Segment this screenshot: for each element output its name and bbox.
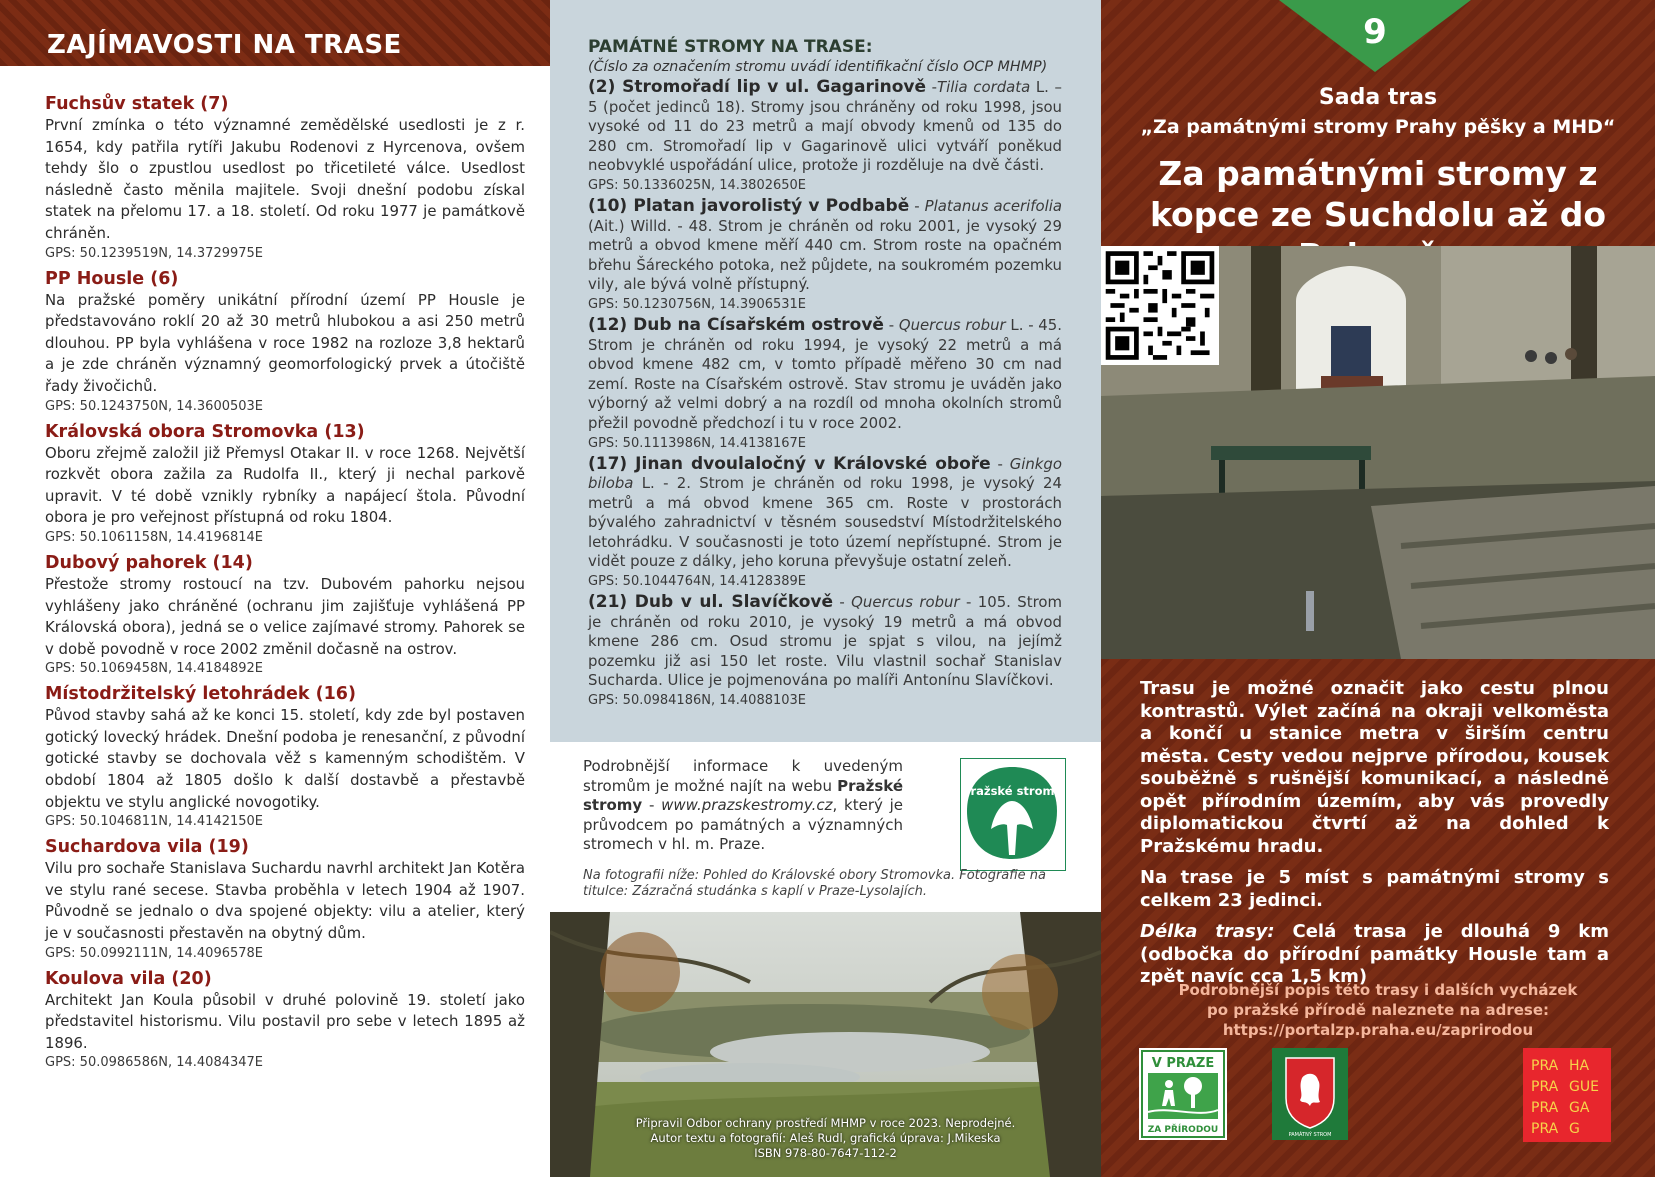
poi-gps: GPS: 50.1061158N, 14.4196814E [45, 529, 264, 545]
more-line: Podrobnější popis této trasy i dalších vycházek [1178, 981, 1578, 999]
info-pre: Podrobnější informace k uvedeným stromům je možné najít na webu [583, 757, 903, 795]
trees-title: PAMÁTNÉ STROMY NA TRASE: [588, 37, 873, 57]
tree-heading: (17) Jinan dvoulaločný v Královské oboře [588, 453, 991, 474]
praha-mark: G [1569, 1121, 1580, 1137]
tree-heading: (21) Dub v ul. Slavíčkově [588, 592, 833, 613]
route-intro: Trasu je možné označit jako cestu plnou kontrastů. Výlet začíná na okraji velkoměsta a končí u stanice metra v širším centru města. Cesty vedou nejprve přírodou, kousek souběžně s rušnější komunikací, a následně opět přírodním územím, aby vás provedly diplomatickou čtvrtí až na dohled k Pražskému hradu. [1140, 678, 1609, 857]
poi-text: Původ stavby sahá až ke konci 15. století, kdy zde byl postaven gotický lovecký hrádek. Dnešní podoba je renesanční, z původní gotické stavby se dochovala věž s kamenným schodištěm. V období 1804 až 1805 došlo k další dostavbě a přestavbě objektu ve stylu anglické novogotiky. [45, 706, 525, 811]
tree-heading: (2) Stromořadí lip v ul. Gagarinově [588, 77, 927, 97]
praha-mark: PRA [1531, 1121, 1559, 1137]
praha-mark: PRA [1531, 1100, 1559, 1116]
poi-item [45, 968, 525, 1073]
middle-column [550, 0, 1101, 1177]
photo-caption: Na fotografii níže: Pohled do Královské obory Stromovka. Fotografie na titulce: Zázračná studánka s kaplí v Praze-Lysolajích. [583, 868, 1047, 899]
credits-line: Připravil Odbor ochrany prostředí MHMP v roce 2023. Neprodejné. [635, 1116, 1016, 1130]
series-subtitle: „Za památnými stromy Prahy pěšky a MHD“ [1140, 116, 1616, 138]
poi-item [45, 552, 525, 678]
poi-heading: Královská obora Stromovka (13) [45, 421, 365, 442]
poi-text: Přestože stromy rostoucí na tzv. Dubovém pahorku nejsou vyhlášeny jako chráněné (ochranu jim zajišťuje vyhlášená PP Královská obora), jedná se o velice zajímavé stromy. Pahorek se v době povodně v roce 2002 změnil dočasně na ostrov. [45, 574, 525, 658]
poi-heading: Místodržitelský letohrádek (16) [45, 684, 356, 705]
praha-wordmark-icon [1523, 1048, 1611, 1142]
tree-species: Quercus robur [898, 315, 1006, 334]
poi-gps: GPS: 50.0992111N, 14.4096578E [45, 945, 264, 961]
pamatny-strom-emblem [1272, 1048, 1348, 1140]
qr-code-icon [1101, 246, 1219, 365]
tree-separator: - [883, 315, 899, 334]
route-title: Za památnými stromy z kopce ze Suchdolu až do [1149, 154, 1607, 234]
memorial-trees-list [588, 37, 1062, 711]
tree-species: Tilia cordata [937, 78, 1031, 96]
emblem-caption: PAMÁTNÝ STROM [1288, 1132, 1332, 1138]
tree-separator: - [833, 593, 852, 612]
tree-description: L. - 45. Strom je chráněn od roku 1994, je vysoký 22 metrů a má obvod kmene 482 cm, v tomto případě měřeno 30 cm nad zemí. Roste na Císařském ostrově. Stav stromu je uváděn jako výborný až velmi dobrý a na rozdíl od mnoha okolních stromů přežil povodně předchozí i tu v roce 2002. [588, 315, 1062, 432]
tree-separator: - [926, 78, 938, 96]
poi-text: Oboru zřejmě založil již Přemysl Otakar II. v roce 1268. Největší rozkvět obora zažila za Rudolfa II., který ji nechal parkově upravit. V té době vznikly rybníky a napájecí štola. Původní obora je pro veřejnost přístupná od roku 1804. [45, 443, 525, 527]
logo-vpraze-bottom: ZA PŘÍRODOU [1147, 1125, 1219, 1135]
tree-gps: GPS: 50.1336025N, 14.3802650E [588, 177, 807, 193]
tree-separator: - [990, 454, 1010, 473]
tree-description: L. – 5 (počet jedinců 18). Stromy jsou chráněny od roku 1998, jsou vysoké od 11 do 23 metrů a mají obvody kmenů od 135 do 280 cm. Stromořadí lip v Gagarinově ulici vytváří poněkud neobvyklé uspořádání ulice, protože ji rozděluje na dvě části. [588, 78, 1062, 175]
credits-line: Autor textu a fotografií: Aleš Rudl, grafická úprava: J.Mikeska [650, 1131, 1001, 1145]
more-walks-info [1101, 980, 1655, 1040]
praha-mark: HA [1569, 1058, 1590, 1074]
praha-mark: GUE [1569, 1079, 1599, 1095]
route-length [1140, 921, 1609, 989]
left-column [0, 0, 550, 1177]
portal-url-link[interactable]: https://portalzp.praha.eu/zaprirodou [1222, 1021, 1534, 1039]
walkers-logo-icon [1139, 1048, 1227, 1140]
poi-item [45, 836, 525, 962]
info-post: , který je průvodcem po památných a významných stromech v hl. m. Praze. [583, 796, 904, 853]
poi-heading: Fuchsův statek (7) [45, 94, 229, 114]
praha-mark: PRA [1531, 1079, 1559, 1095]
poi-item [45, 421, 525, 547]
tree-separator: - [909, 196, 925, 215]
tree-logo-icon [961, 759, 1064, 869]
tree-species: Ginkgo biloba [588, 454, 1062, 493]
poi-gps: GPS: 50.1046811N, 14.4142150E [45, 814, 264, 830]
v-praze-za-prirodou-logo [1139, 1048, 1227, 1140]
tree-species: Platanus acerifolia [924, 196, 1062, 215]
poi-gps: GPS: 50.1069458N, 14.4184892E [45, 661, 264, 677]
praha-mark: GA [1569, 1100, 1590, 1116]
right-column [1101, 0, 1655, 1177]
poi-heading: PP Housle (6) [45, 268, 179, 289]
poi-text: První zmínka o této významné zemědělské usedlosti je z r. 1654, kdy patřila rytíři Jakubu Rodenovi z Hyrcenova, ovšem tehdy šlo o zpustlou usedlost po třicetileté válce. Usedlost následně často měnila majitele. Svoji dnešní podobu získal statek na přelomu 17. a 18. století. Od roku 1977 je památkově chráněn. [45, 116, 525, 242]
info-site-name: Pražské stromy [583, 776, 903, 814]
tree-item [588, 593, 1062, 711]
more-info-text [583, 757, 903, 855]
series-title: Sada tras [1318, 85, 1438, 110]
praha-logo [1523, 1048, 1611, 1142]
poi-text: Vilu pro sochaře Stanislava Suchardu navrhl architekt Jan Kotěra ve stylu rané secese. Stavba proběhla v letech 1904 až 1907. Původně se jednalo o dva spojené objekty: vilu a atelier, který je v současnosti přestavěn na obytný dům. [45, 859, 525, 943]
poi-gps: GPS: 50.1243750N, 14.3600503E [45, 398, 264, 414]
tree-item [588, 316, 1062, 454]
info-url-link[interactable]: www.prazskestromy.cz [661, 796, 833, 814]
tree-text [588, 197, 1062, 295]
credits-line: ISBN 978-80-7647-112-2 [754, 1146, 897, 1160]
tree-gps: GPS: 50.0984186N, 14.4088103E [588, 693, 807, 709]
poi-gps: GPS: 50.1239519N, 14.3729975E [45, 245, 264, 261]
poi-item [45, 683, 525, 831]
route-description [1140, 678, 1609, 998]
tree-item [588, 197, 1062, 315]
tree-gps: GPS: 50.1113986N, 14.4138167E [588, 435, 807, 451]
tree-heading: (10) Platan javorolistý v Podbabě [588, 195, 910, 216]
tree-text [588, 316, 1062, 434]
prazske-stromy-logo [960, 758, 1066, 871]
info-mid: - [642, 796, 662, 814]
route-length-value: Celá trasa je dlouhá 9 km (odbočka do přírodní památky Housle tam a zpět navíc cca 1,5 km) [1140, 921, 1609, 987]
coat-of-arms-icon [1272, 1048, 1348, 1140]
tree-item [588, 78, 1062, 196]
tree-item [588, 455, 1062, 593]
poi-gps: GPS: 50.0986586N, 14.4084347E [45, 1055, 264, 1071]
qr-code[interactable] [1101, 246, 1219, 365]
logo-text-1: Pražské stromy [962, 784, 1062, 798]
tree-species: Quercus robur [851, 593, 960, 612]
tree-heading: (12) Dub na Císařském ostrově [588, 314, 884, 335]
logo-vpraze-top: V PRAZE [1151, 1056, 1215, 1071]
tree-description: L. - 2. Strom je chráněn od roku 1998, je vysoký 24 metrů a má obvod kmene 365 cm. Roste v prostorách bývalého zahradnictví v těsném sousedství Místodržitelského letohrádku. V současnosti je toto území nepřístupné. Strom je vidět pouze z dálky, jeho koruna převyšuje ostatní zeleň. [588, 474, 1062, 571]
points-of-interest-list [45, 93, 525, 1077]
tree-gps: GPS: 50.1230756N, 14.3906531E [588, 296, 807, 312]
poi-text: Architekt Jan Koula působil v druhé polovině 19. století jako představitel historismu. Vilu postavil pro sebe v letech 1895 až 1896. [45, 990, 525, 1052]
poi-text: Na pražské poměry unikátní přírodní území PP Housle je představováno roklí 20 až 30 metrů hlubokou a asi 250 metrů dlouhou. PP byla vyhlášena v roce 1982 na rozloze 3,8 hektarů a je zde chráněn významný geomorfologický prvek a útočiště řady živočichů. [45, 290, 525, 395]
tree-description: - 105. Strom je chráněn od roku 2010, je vysoký 19 metrů a má obvod kmene 286 cm. Osud stromu je spjat s vilou, na jejímž pozemku již asi 150 let roste. Vilu vlastnil sochař Stanislav Sucharda. Ulice je pojmenována po malíři Antonínu Slavíčkovi. [588, 593, 1062, 690]
credits [550, 1116, 1101, 1161]
route-tree-count: Na trase je 5 míst s památnými stromy s celkem 23 jedinci. [1140, 867, 1609, 911]
poi-heading: Dubový pahorek (14) [45, 552, 253, 573]
left-title: ZAJÍMAVOSTI NA TRASE [47, 30, 402, 60]
poi-heading: Suchardova vila (19) [45, 837, 249, 858]
route-number: 9 [1363, 12, 1387, 52]
praha-mark: PRA [1531, 1058, 1559, 1074]
tree-description: (Ait.) Willd. - 48. Strom je chráněn od roku 2001, je vysoký 29 metrů a obvod kmene měří 440 cm. Strom roste na opačném břehu Šáreckého potoka, než půjdete, na soukromém pozemku vily, ale bývá volně přístupný. [588, 216, 1062, 294]
tree-gps: GPS: 50.1044764N, 14.4128389E [588, 574, 807, 590]
tree-text [588, 455, 1062, 573]
tree-text [588, 78, 1062, 176]
poi-item [45, 93, 525, 263]
poi-item [45, 268, 525, 416]
trees-subtitle: (Číslo za označením stromu uvádí identifikační číslo OCP MHMP) [588, 59, 1048, 75]
more-line: po pražské přírodě naleznete na adrese: [1206, 1001, 1550, 1019]
tree-text [588, 593, 1062, 691]
poi-heading: Koulova vila (20) [45, 968, 212, 989]
route-length-label: Délka trasy: [1140, 921, 1275, 942]
